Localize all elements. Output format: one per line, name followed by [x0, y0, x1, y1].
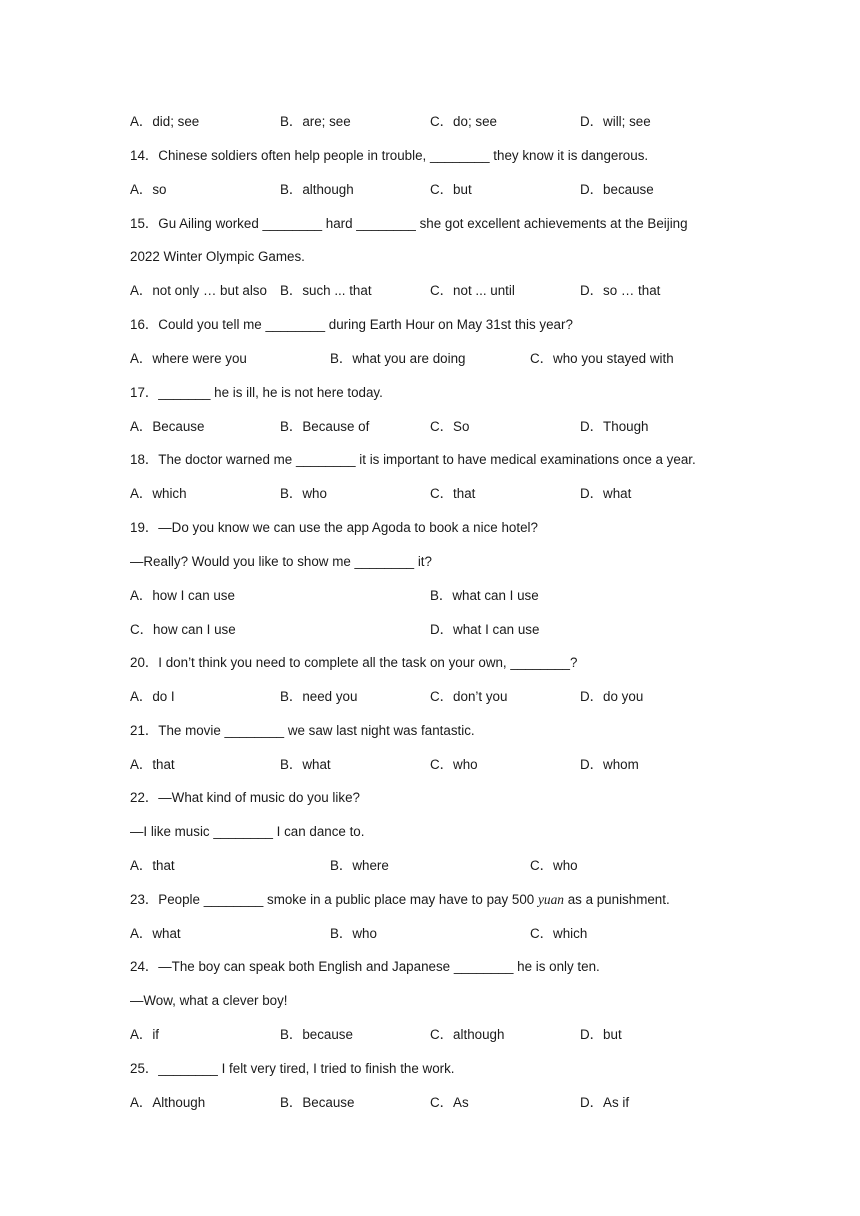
question-stem: 18．The doctor warned me ________ it is important to have medical examinations once a year.: [130, 452, 696, 467]
option-d: D．will; see: [580, 114, 651, 129]
option-c: C．who: [430, 757, 478, 772]
option-d: D．do you: [580, 689, 644, 704]
question-stem: 25．________ I felt very tired, I tried to finish the work.: [130, 1061, 455, 1076]
option-a: A．if: [130, 1027, 160, 1042]
option-c: C．don’t you: [430, 689, 508, 704]
question-stem: 22．—What kind of music do you like?: [130, 790, 360, 805]
stem-italic-word: yuan: [537, 892, 564, 907]
question-stem: 24．—The boy can speak both English and Japanese ________ he is only ten.: [130, 959, 600, 974]
question-stem: 14．Chinese soldiers often help people in trouble, ________ they know it is dangerous.: [130, 148, 649, 163]
question-stem: 15．Gu Ailing worked ________ hard ________ she got excellent achievements at the Beijing: [130, 216, 688, 231]
question-stem: 19．—Do you know we can use the app Agoda to book a nice hotel?: [130, 520, 538, 535]
option-d: D．what: [580, 486, 632, 501]
option-c: C．So: [430, 419, 470, 434]
option-a: A．Because: [130, 419, 205, 434]
question-stem-continued: 2022 Winter Olympic Games.: [130, 249, 305, 264]
question-stem: 20．I don’t think you need to complete all the task on your own, ________?: [130, 655, 578, 670]
option-c: C．although: [430, 1027, 505, 1042]
option-b: B．where: [330, 858, 389, 873]
option-a: A．that: [130, 858, 175, 873]
option-d: D．whom: [580, 757, 639, 772]
option-b: B．because: [280, 1027, 353, 1042]
option-c: C．who you stayed with: [530, 351, 674, 366]
option-c: C．how can I use: [130, 622, 236, 637]
option-c: C．but: [430, 182, 472, 197]
option-a: A．so: [130, 182, 167, 197]
option-d: D．but: [580, 1027, 622, 1042]
option-d: D．As if: [580, 1095, 630, 1110]
question-stem-reply: —I like music ________ I can dance to.: [130, 824, 365, 839]
option-a: A．where were you: [130, 351, 247, 366]
option-b: B．are; see: [280, 114, 351, 129]
option-a: A．how I can use: [130, 588, 235, 603]
option-a: A．not only … but also: [130, 283, 267, 298]
option-a: A．did; see: [130, 114, 200, 129]
option-c: C．who: [530, 858, 578, 873]
question-stem: [130, 891, 670, 909]
option-b: B．what you are doing: [330, 351, 466, 366]
option-d: D．so … that: [580, 283, 661, 298]
option-c: C．not ... until: [430, 283, 515, 298]
option-c: C．which: [530, 926, 588, 941]
option-c: C．As: [430, 1095, 469, 1110]
question-stem: 17．_______ he is ill, he is not here today.: [130, 385, 383, 400]
question-stem: 21．The movie ________ we saw last night was fantastic.: [130, 723, 475, 738]
option-b: B．who: [330, 926, 377, 941]
option-b: B．who: [280, 486, 327, 501]
option-a: A．do I: [130, 689, 175, 704]
option-d: D．because: [580, 182, 654, 197]
option-d: D．Though: [580, 419, 649, 434]
option-a: A．that: [130, 757, 175, 772]
question-stem-reply: —Wow, what a clever boy!: [130, 993, 288, 1008]
option-b: B．although: [280, 182, 354, 197]
question-stem: 16．Could you tell me ________ during Earth Hour on May 31st this year?: [130, 317, 573, 332]
option-b: B．what can I use: [430, 588, 539, 603]
option-b: B．what: [280, 757, 331, 772]
option-d: D．what I can use: [430, 622, 540, 637]
option-a: A．what: [130, 926, 181, 941]
option-a: A．which: [130, 486, 187, 501]
option-a: A．Although: [130, 1095, 206, 1110]
option-b: B．need you: [280, 689, 358, 704]
question-stem-reply: —Really? Would you like to show me ________ it?: [130, 554, 432, 569]
option-b: B．Because: [280, 1095, 355, 1110]
option-c: C．do; see: [430, 114, 497, 129]
stem-text-before: 23．People ________ smoke in a public place may have to pay 500: [130, 892, 538, 907]
option-b: B．Because of: [280, 419, 370, 434]
option-b: B．such ... that: [280, 283, 372, 298]
option-c: C．that: [430, 486, 476, 501]
stem-text-after: as a punishment.: [563, 892, 670, 907]
